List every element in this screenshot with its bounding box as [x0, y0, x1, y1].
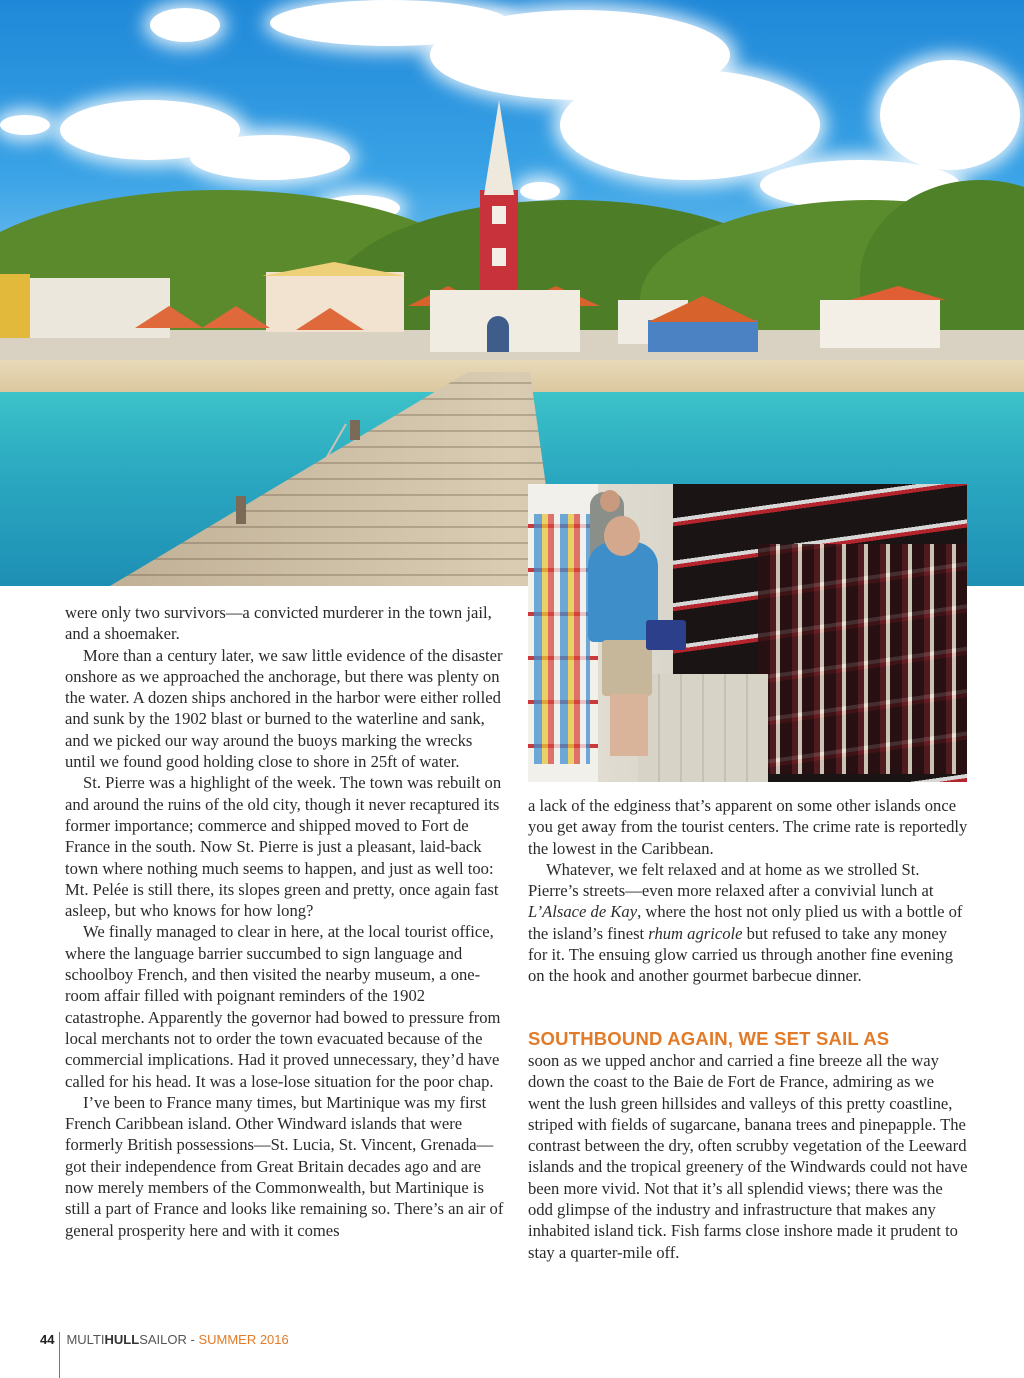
page-footer	[40, 1332, 289, 1378]
paragraph: were only two survivors—a convicted murderer in the town jail, and a shoemaker.	[65, 603, 492, 644]
paragraph: I’ve been to France many times, but Martinique was my first French Caribbean island. Other Windward islands that were formerly British possessions—St. Lucia, St. Vincent, Grenada—got their independence from Great Britain decades ago and are now merely members of the Commonwealth, but Martinique is still a part of France and looks like remaining so. There’s an air of general prosperity here and with it comes	[65, 1092, 504, 1240]
paragraph	[528, 859, 968, 987]
footer-dash: -	[186, 1332, 199, 1347]
article-right-column-bottom	[528, 1050, 968, 1263]
page-number: 44	[40, 1332, 55, 1347]
footer-divider	[59, 1332, 60, 1378]
rum-name: rhum agricole	[648, 923, 743, 943]
article-left-column	[65, 602, 505, 1241]
paragraph: We finally managed to clear in here, at the local tourist office, where the language barrier succumbed to sign language and schoolboy French, and then visited the nearby museum, a one-room affair filled with poignant reminders of the 1902 catastrophe. Apparently the governor had bowed to pressure from local merchants not to order the town evacuated because of the commercial implications. Had it proved unnecessary, they’d have called for his head. It was a lose-lose situation for the poor chap.	[65, 922, 501, 1091]
section-subhead: SOUTHBOUND AGAIN, WE SET SAIL AS	[528, 1028, 890, 1049]
paragraph: St. Pierre was a highlight of the week. The town was rebuilt on and around the ruins of the old city, though it never recaptured its former importance; commerce and shipped moved to Fort de France in the south. Now St. Pierre is just a pleasant, laid-back town where nothing much seems to happen, and just as well too: Mt. Pelée is still there, its slopes green and pretty, once again fast asleep, but who knows for how long?	[65, 773, 502, 921]
paragraph: More than a century later, we saw little evidence of the disaster onshore as we approached the anchorage, but there was plenty on the water. A dozen ships anchored in the harbor were either rolled and sunk by the 1902 blast or burned to the waterline and sank, and we picked our way around the buoys marking the wrecks until we found good holding close to shore in 25ft of water.	[65, 645, 503, 772]
paragraph: soon as we upped anchor and carried a fine breeze all the way down the coast to the Baie de Fort de France, admiring as we went the lush green hillsides and valleys of this pretty coastline, striped with fields of sugarcane, banana trees and pinepapple. The contrast between the dry, often scrubby vegetation of the Leeward islands and the tropical greenery of the Windwards could not have been more vivid. Not that it’s all splendid views; there was the odd glimpse of the industry and infrastructure that makes any inhabited island tick. Fish farms close inshore made it prudent to stay a quarter-mile off.	[528, 1051, 968, 1262]
article-right-column-top	[528, 795, 968, 987]
publication-suffix: SAILOR	[139, 1332, 187, 1347]
issue-label: SUMMER 2016	[198, 1332, 289, 1347]
paragraph: a lack of the edginess that’s apparent on some other islands once you get away from the tourist centers. The crime rate is reportedly the lowest in the Caribbean.	[528, 796, 968, 858]
text-run: Whatever, we felt relaxed and at home as we strolled St. Pierre’s streets—even more relaxed after a convivial lunch at	[528, 859, 934, 901]
text-run: , where the host not only plied us with a bottle of the island’s finest	[528, 902, 963, 943]
text-run: but refused to take any money for it. The ensuing glow carried us through another fine evening on the hook and another gourmet barbecue dinner.	[528, 923, 954, 986]
restaurant-name: L’Alsace de Kay	[528, 902, 638, 922]
publication-prefix: MULTI	[66, 1332, 105, 1347]
publication-bold: HULL	[104, 1332, 140, 1347]
liquor-store-photo	[528, 484, 967, 782]
